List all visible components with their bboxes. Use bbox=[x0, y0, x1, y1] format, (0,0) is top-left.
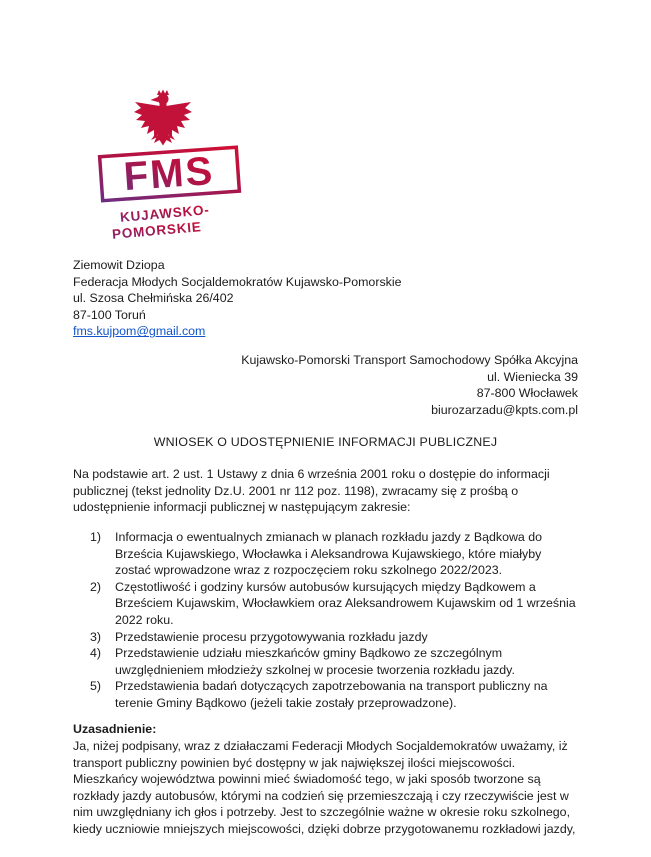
fms-box bbox=[100, 147, 240, 200]
request-list bbox=[73, 529, 580, 712]
fms-logo bbox=[95, 86, 243, 244]
intro-paragraph: Na podstawie art. 2 ust. 1 Ustawy z dnia 6 września 2001 roku o dostępie do informacji publicznej (tekst jednolity Dz.U. 2001 nr 112 poz. 1198), zwracamy się z prośbą o udostępnienie informacji publicznej w następującym zakresie: bbox=[73, 467, 550, 515]
recipient-city: 87-800 Włocławek bbox=[476, 386, 578, 401]
justification-paragraph: Ja, niżej podpisany, wraz z działaczami Federacji Młodych Socjaldemokratów uważamy, iż transport publiczny powinien być dostępny w jak największej ilości miejscowości. Mieszkańcy województwa powinni mieć świadomość tego, w jaki sposób tworzone są rozkłady jazdy autobusów, którymi na codzień się przemieszczają i czy rzeczywiście jest w nim uwzględniany ich głos i potrzeby. Jest to szczególnie ważne w okresie roku szkolnego, kiedy uczniowie mniejszych miejscowości, dzięki dobrze przygotowanemu rozkładowi jazdy, bbox=[73, 739, 576, 836]
request-item-3: Przedstawienie procesu przygotowywania rozkładu jazdy bbox=[115, 629, 428, 644]
justification-heading: Uzasadnienie: bbox=[73, 722, 157, 736]
sender-email-link[interactable]: fms.kujpom@gmail.com bbox=[73, 324, 206, 339]
sender-org: Federacja Młodych Socjaldemokratów Kujawsko-Pomorskie bbox=[73, 274, 402, 289]
eagle-icon bbox=[134, 90, 192, 146]
sender-block bbox=[73, 257, 493, 340]
sender-name: Ziemowit Dziopa bbox=[73, 258, 165, 272]
fms-logo-graphic bbox=[95, 86, 243, 244]
request-item-1: Informacja o ewentualnych zmianach w planach rozkładu jazdy z Bądkowa do Brześcia Kujawskiego, Włocławka i Aleksandrowa Kujawskiego, które miałyby zostać wprowadzone wraz z rozpoczęciem roku szkolnego 2022/2023. bbox=[115, 530, 543, 578]
document-title: WNIOSEK O UDOSTĘPNIENIE INFORMACJI PUBLICZNEJ bbox=[153, 435, 498, 449]
recipient-email: biurozarzadu@kpts.com.pl bbox=[431, 402, 578, 417]
sender-street: ul. Szosa Chełmińska 26/402 bbox=[73, 291, 234, 306]
recipient-street: ul. Wieniecka 39 bbox=[487, 369, 578, 384]
request-item-5: Przedstawienia badań dotyczących zapotrzebowania na transport publiczny na terenie Gminy Bądkowo (jeżeli takie zostały przeprowadzone). bbox=[115, 679, 548, 710]
request-item-2: Częstotliwość i godziny kursów autobusów kursujących między Bądkowem a Brześciem Kujawskim, Włocławkiem oraz Aleksandrowem Kujawskim od 1 września 2022 roku. bbox=[115, 579, 576, 627]
fms-acronym: FMS bbox=[122, 148, 216, 200]
logo-region-line2: POMORSKIE bbox=[111, 219, 203, 242]
logo-region-line1: KUJAWSKO- bbox=[119, 202, 211, 225]
recipient-block bbox=[148, 352, 578, 418]
recipient-org: Kujawsko-Pomorski Transport Samochodowy Spółka Akcyjna bbox=[241, 353, 578, 367]
request-item-4: Przedstawienie udziału mieszkańców gminy Bądkowo ze szczególnym uwzględnieniem młodzieży szkolnej w procesie tworzenia rozkładu jazdy. bbox=[115, 646, 515, 677]
sender-city: 87-100 Toruń bbox=[73, 307, 146, 322]
